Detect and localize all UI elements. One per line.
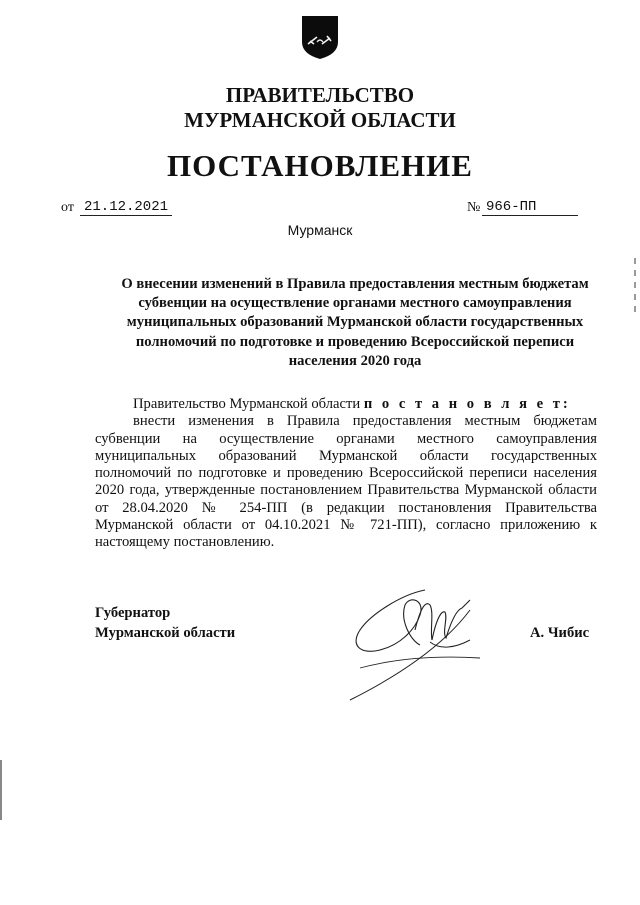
handwritten-signature bbox=[330, 570, 500, 710]
decree-intro bbox=[95, 396, 597, 413]
number-prefix: № bbox=[467, 200, 481, 215]
position-line: Губернатор bbox=[95, 605, 171, 621]
city: Мурманск bbox=[287, 222, 353, 238]
org-name-line1: ПРАВИТЕЛЬСТВО bbox=[225, 83, 415, 107]
title-line: О внесении изменений в Правила предоставления местным бюджетам bbox=[121, 276, 589, 292]
title-line: субвенции на осуществление органами местного самоуправления bbox=[138, 295, 572, 312]
scan-edge-mark bbox=[0, 760, 2, 820]
signatory-position bbox=[95, 604, 235, 643]
document-date: 21.12.2021 bbox=[80, 199, 172, 216]
decree-paragraph: внести изменения в Правила предоставления местным бюджетам субвенции на осуществление органами местного самоуправления муниципальных образований Мурманской области государственных полномочий по подготовке и проведению Всероссийской переписи населения 2020 года, утвержденные постановлением Правительства Мурманской области от 28.04.2020 № 254-ПП (в редакции постановления Правительства Мурманской области от 04.10.2021 № 721-ПП), согласно приложению к настоящему постановлению. bbox=[95, 413, 597, 551]
scan-margin-marks bbox=[633, 258, 637, 318]
intro-text: Правительство Мурманской области bbox=[133, 396, 361, 412]
decree-word: п о с т а н о в л я е т: bbox=[363, 396, 571, 412]
document-title bbox=[110, 275, 600, 371]
title-line: муниципальных образований Мурманской области государственных bbox=[126, 314, 584, 331]
coat-of-arms-icon bbox=[300, 14, 340, 60]
title-line: полномочий по подготовке и проведению Всероссийской переписи bbox=[135, 333, 575, 350]
document-number: 966-ПП bbox=[482, 199, 578, 216]
position-line: Мурманской области bbox=[95, 624, 236, 641]
document-type: ПОСТАНОВЛЕНИЕ bbox=[167, 148, 473, 183]
org-name-line2: МУРМАНСКОЙ ОБЛАСТИ bbox=[184, 108, 456, 132]
title-line: населения 2020 года bbox=[288, 352, 422, 369]
date-prefix: от bbox=[61, 200, 74, 215]
document-body bbox=[95, 396, 597, 552]
signatory-name: А. Чибис bbox=[530, 625, 590, 641]
